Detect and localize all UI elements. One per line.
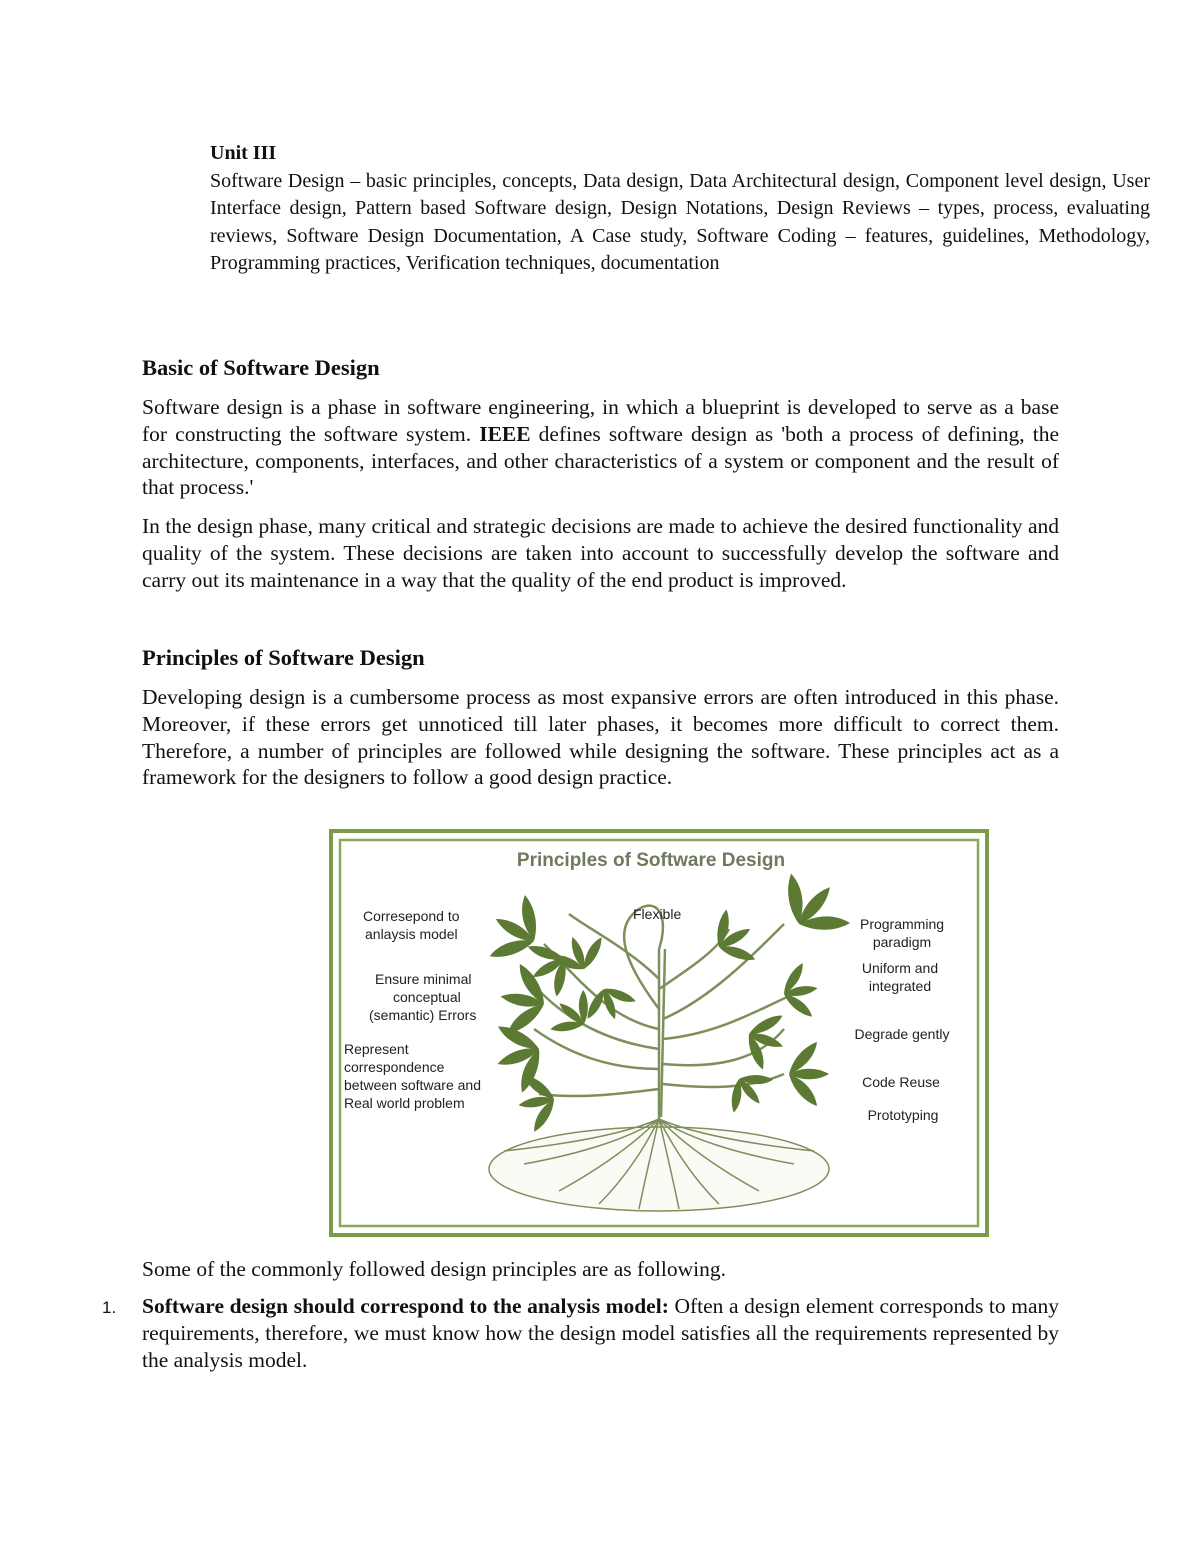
label-represent-line1: Represent: [344, 1041, 409, 1057]
label-degrade: Degrade gently: [854, 1026, 950, 1042]
label-ensure-line1: Ensure minimal: [375, 971, 472, 987]
list-item-number: 1.: [102, 1298, 117, 1317]
label-correspond-line1: Corresepond to: [363, 908, 460, 924]
section-heading-basic: Basic of Software Design: [142, 355, 380, 380]
section-heading-principles: Principles of Software Design: [142, 645, 425, 670]
paragraph-text: defines software design as 'both a process of defining, the architecture, components, interfaces, and other characteristics of a system or component and the result of that process.': [142, 421, 1059, 500]
paragraph-list-intro: Some of the commonly followed design principles are as following.: [142, 1257, 726, 1281]
unit-summary: Software Design – basic principles, concepts, Data design, Data Architectural design, Component level design, User Interface design, Pattern based Software design, Design Notations, Design Reviews – types, process, evaluating reviews, Software Design Documentation, A Case study, Software Coding – features, guidelines, Methodology, Programming practices, Verification techniques, documentation: [210, 169, 1150, 274]
label-prototyping: Prototyping: [867, 1107, 939, 1123]
list-item-body: Often a design element corresponds to many requirements, therefore, we must know how the design model satisfies all the requirements represented by the analysis model.: [142, 1294, 1059, 1372]
label-correspond-line2: anlaysis model: [365, 926, 458, 942]
label-uniform-line2: integrated: [868, 978, 932, 994]
unit-block: [210, 140, 1150, 278]
list-item: [102, 1293, 1059, 1373]
label-code-reuse: Code Reuse: [862, 1074, 940, 1090]
label-represent-line4: Real world problem: [344, 1095, 465, 1111]
figure-title: Principles of Software Design: [516, 850, 786, 871]
label-ensure-line2: conceptual: [393, 989, 461, 1005]
label-represent-line2: correspondence: [344, 1059, 445, 1075]
label-programming-line2: paradigm: [872, 934, 932, 950]
paragraph-basic-definition: [142, 394, 1059, 501]
list-item-bold: Software design should correspond to the analysis model:: [142, 1294, 669, 1318]
ieee-bold: IEEE: [479, 421, 531, 446]
unit-title: Unit III: [210, 142, 277, 164]
paragraph-principles-intro: Developing design is a cumbersome process as most expansive errors are often introduced in this phase. Moreover, if these errors get unnoticed till later phases, it becomes more difficult to correct them. Therefore, a number of principles are followed while designing the software. These principles act as a framework for the designers to follow a good design practice.: [142, 685, 1059, 790]
label-ensure-line3: (semantic) Errors: [369, 1007, 477, 1023]
label-programming-line1: Programming: [859, 916, 945, 932]
principles-figure: [329, 829, 989, 1237]
paragraph-design-phase: In the design phase, many critical and strategic decisions are made to achieve the desired functionality and quality of the system. These decisions are taken into account to successfully develop the software and carry out its maintenance in a way that the quality of the end product is improved.: [142, 514, 1059, 592]
label-uniform-line1: Uniform and: [861, 960, 939, 976]
label-flexible: Flexible: [633, 906, 682, 922]
paragraph-text: Software design is a phase in software engineering, in which a blueprint is developed to serve as a base for constructing the software system.: [142, 395, 1059, 446]
list-item-text: [142, 1293, 1059, 1373]
label-represent-line3: between software and: [344, 1077, 481, 1093]
